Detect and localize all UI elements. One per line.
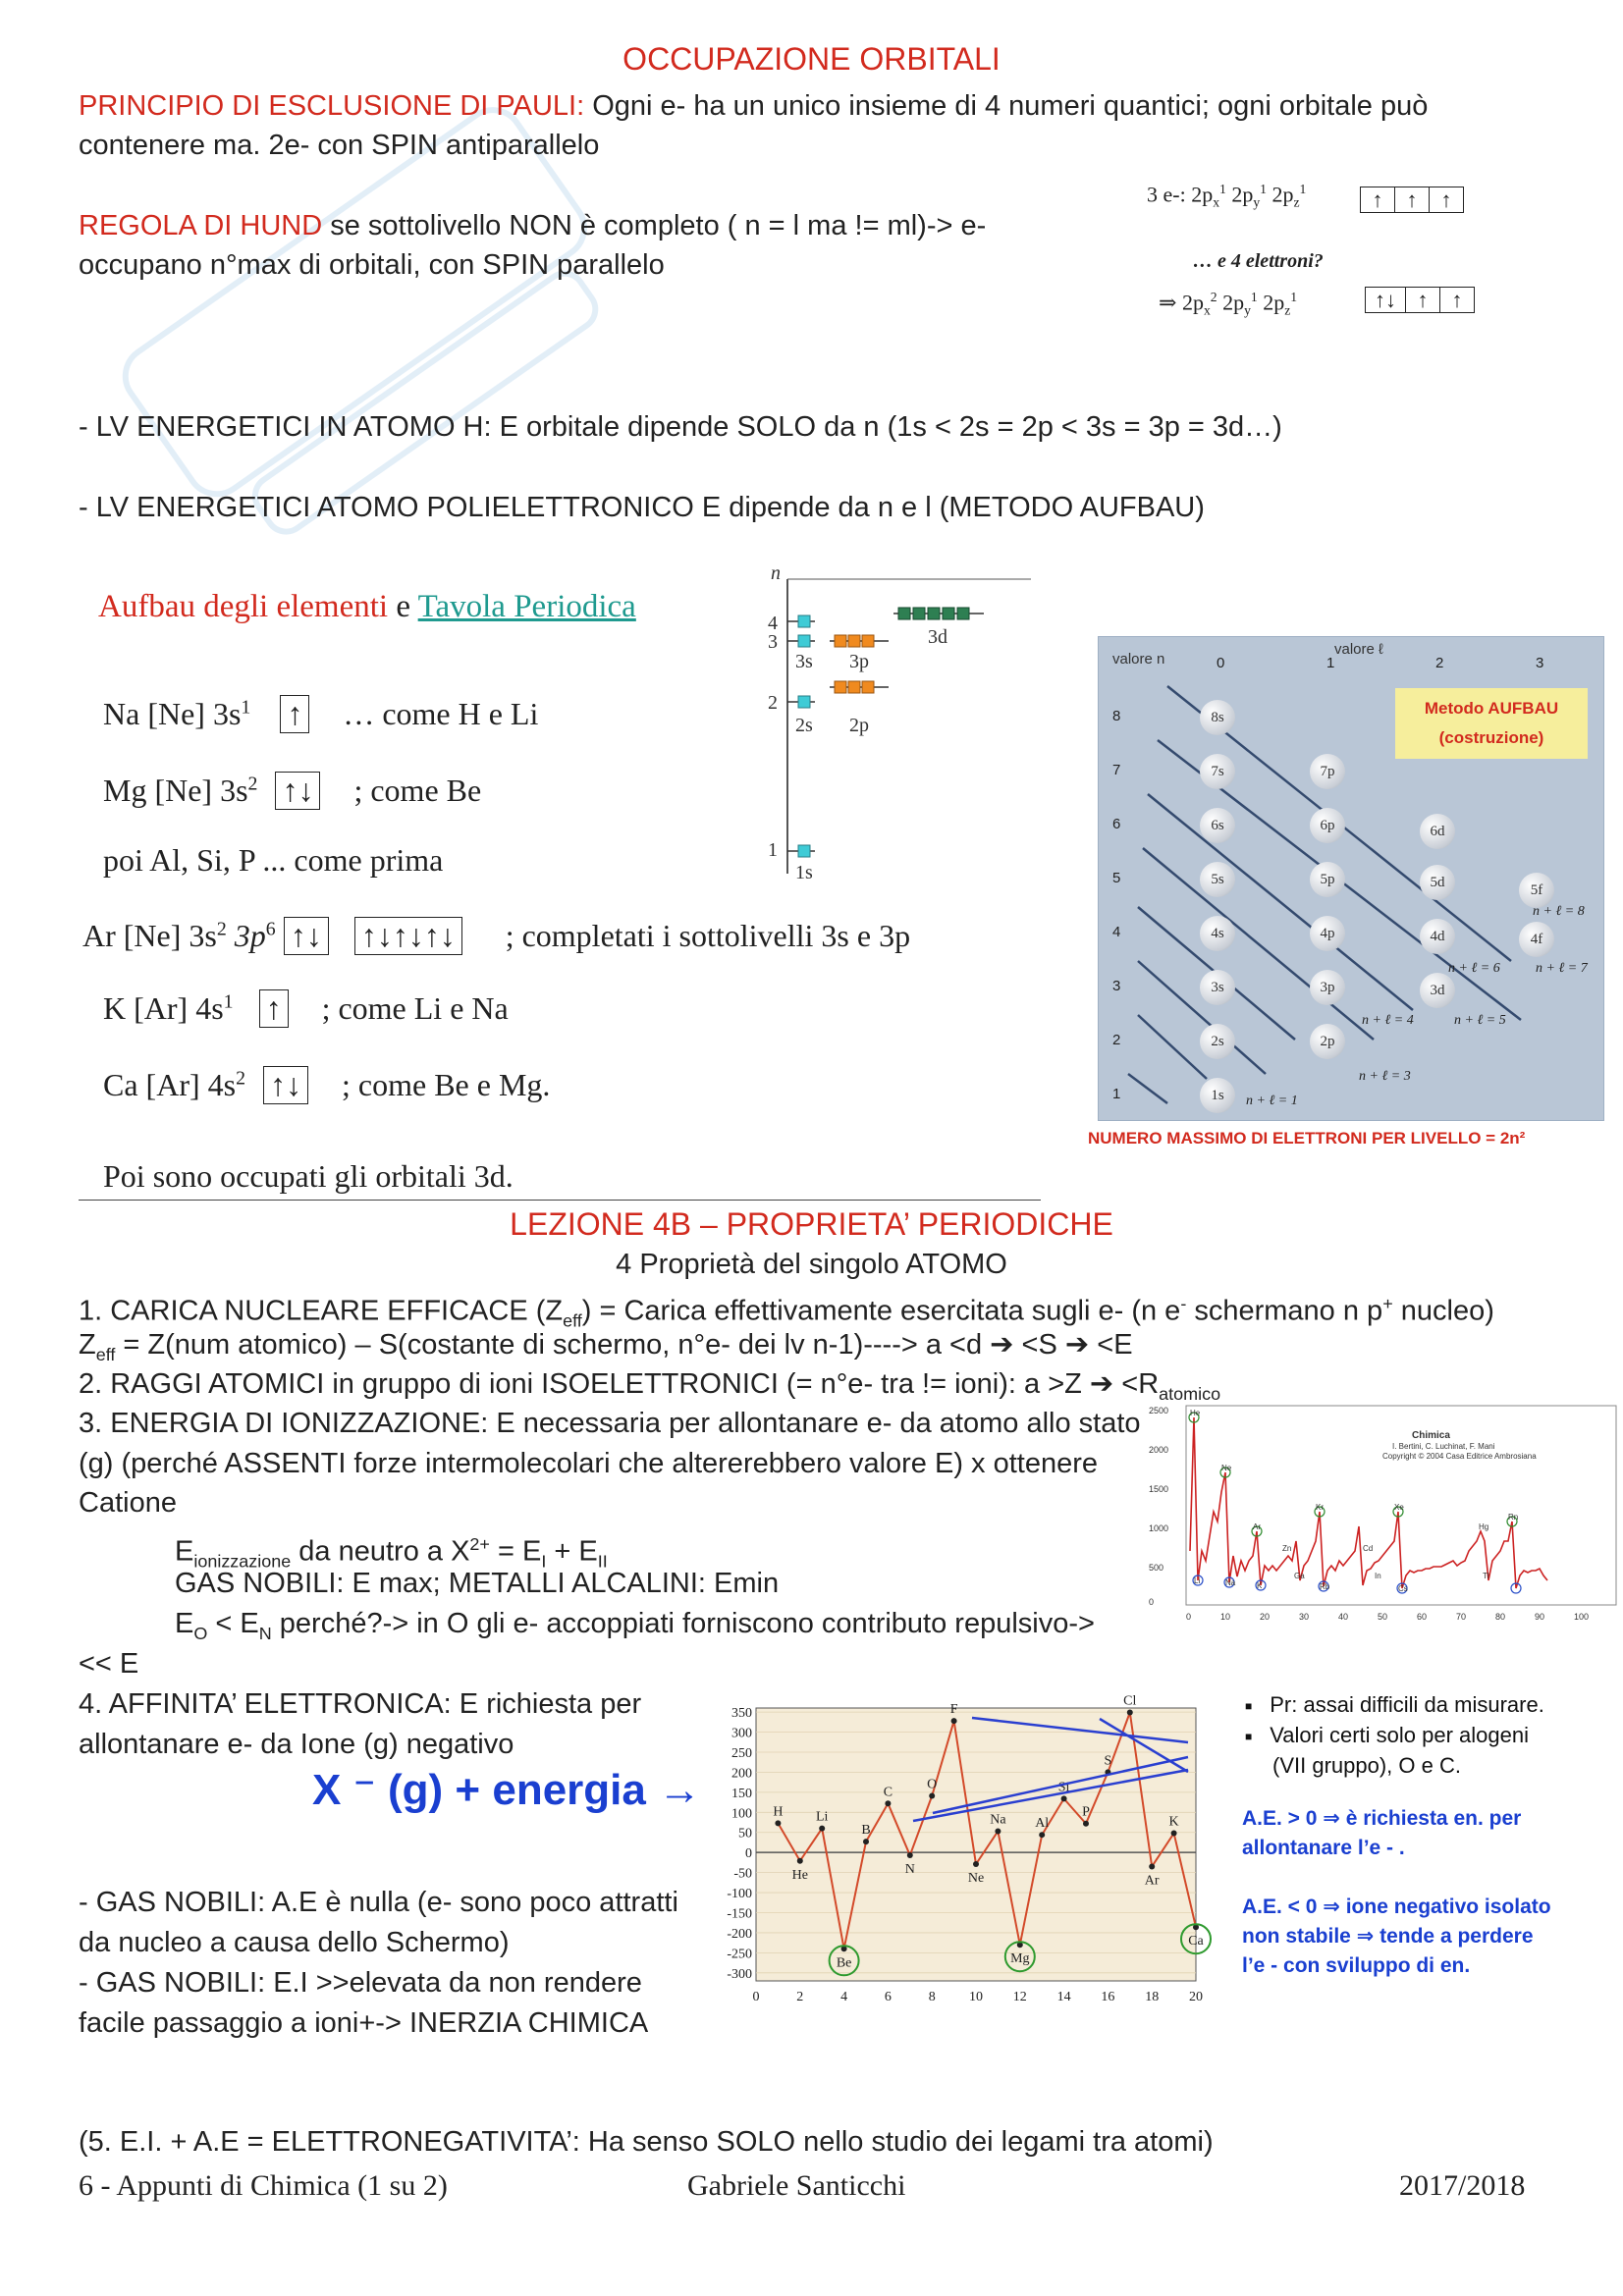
data-point xyxy=(863,1839,869,1844)
rule-8: n + ℓ = 8 xyxy=(1533,904,1585,919)
orbital-box: ↑ xyxy=(1406,287,1440,313)
mg-sup: 2 xyxy=(247,773,258,795)
axis-n-label: n xyxy=(771,562,781,584)
orbital-4s: 4s xyxy=(1200,916,1235,951)
na-sup: 1 xyxy=(241,696,251,719)
prop-3e: GAS NOBILI: E max; METALLI ALCALINI: Emin xyxy=(175,1568,780,1599)
hund-paragraph xyxy=(79,206,1060,245)
row-6: 6 xyxy=(1112,816,1121,832)
p3d-sub: ionizzazione xyxy=(193,1551,292,1572)
svg-text:500: 500 xyxy=(1149,1563,1164,1573)
orbital-box: ↑ xyxy=(1440,287,1475,313)
mg-box: ↑↓ xyxy=(275,772,320,810)
p3d-3: = E xyxy=(489,1535,542,1568)
data-point xyxy=(819,1826,825,1832)
orbital-2s: 2s xyxy=(1200,1024,1235,1059)
label-3s: 3s xyxy=(795,651,813,672)
data-point xyxy=(995,1829,1001,1835)
svg-text:70: 70 xyxy=(1456,1612,1467,1622)
row-7: 7 xyxy=(1112,762,1121,778)
p2-sub: atomico xyxy=(1159,1383,1221,1404)
element-label: Si xyxy=(1057,1780,1070,1795)
p1-sup: - xyxy=(1180,1294,1187,1313)
ca-tail: ; come Be e Mg. xyxy=(342,1067,551,1102)
y-tick-label: -300 xyxy=(727,1966,752,1982)
x-tick-label: 6 xyxy=(884,1990,892,2004)
gas2-b: facile passaggio a ioni+-> INERZIA CHIMICA xyxy=(79,2007,649,2039)
ae-equation: X ⁻ (g) + energia → xyxy=(312,1766,702,1814)
element-label: Li xyxy=(815,1809,829,1825)
hund-boxes-4 xyxy=(1365,287,1475,313)
arrow-icon: ➔ xyxy=(1064,1329,1090,1361)
data-point xyxy=(907,1852,913,1858)
data-point xyxy=(1061,1795,1067,1801)
label-2s: 2s xyxy=(795,715,813,736)
data-point xyxy=(929,1793,935,1799)
section2-title: LEZIONE 4B – PROPRIETA’ PERIODICHE xyxy=(510,1206,1113,1242)
footer-left: 6 - Appunti di Chimica (1 su 2) xyxy=(79,2169,448,2202)
prop-4a: 4. AFFINITA’ ELETTRONICA: E richiesta per xyxy=(79,1688,642,1720)
arrow-icon: ➔ xyxy=(1089,1368,1114,1400)
pauli-text-2: contenere ma. 2e- con SPIN antiparallelo xyxy=(79,130,600,161)
element-label: K xyxy=(1168,1814,1179,1830)
page-title: OCCUPAZIONE ORBITALI xyxy=(622,41,1001,77)
ie-label-tl: Tl xyxy=(1483,1572,1489,1580)
hund-question: … e 4 elettroni? xyxy=(1193,250,1324,272)
divider xyxy=(79,1200,1041,1201)
gas1-a: - GAS NOBILI: A.E è nulla (e- sono poco attratti xyxy=(79,1887,678,1918)
orbital-5s: 5s xyxy=(1200,862,1235,897)
footer-center: Gabriele Santicchi xyxy=(687,2169,906,2202)
orbital-box: ↑ xyxy=(1395,187,1430,213)
svg-text:1000: 1000 xyxy=(1149,1523,1169,1533)
svg-text:80: 80 xyxy=(1495,1612,1506,1622)
element-label: Mg xyxy=(1010,1951,1030,1967)
zeff-d: <E xyxy=(1089,1329,1133,1361)
electron-affinity-chart xyxy=(717,1693,1208,2007)
hund-figure-3e: 3 e-: $2p_x^1$ $2p_y^1$ $2p_z^1$ xyxy=(1147,182,1307,210)
x-tick-label: 0 xyxy=(752,1990,760,2004)
metodo-title-box xyxy=(1395,688,1588,759)
ie-label-in: In xyxy=(1375,1572,1381,1580)
orbital-6p: 6p xyxy=(1310,808,1345,843)
ie-label-kr: Kr xyxy=(1316,1503,1324,1512)
valore-n-label: valore n xyxy=(1112,651,1165,667)
y-tick-label: 350 xyxy=(731,1706,752,1722)
orbital-3s xyxy=(798,635,810,647)
metodo-aufbau-panel xyxy=(1098,636,1604,1121)
x-tick-label: 2 xyxy=(796,1990,804,2004)
rule-1: n + ℓ = 1 xyxy=(1246,1094,1298,1108)
element-label: He xyxy=(791,1867,808,1883)
ae-notes-bullets xyxy=(1245,1690,1544,1781)
orbital-7p: 7p xyxy=(1310,754,1345,789)
ae-neg-1: A.E. < 0 ⇒ ione negativo isolato xyxy=(1242,1896,1551,1918)
aufbau-title xyxy=(98,589,636,625)
ie-label-cd: Cd xyxy=(1363,1544,1374,1553)
y-tick-label: 150 xyxy=(731,1786,752,1801)
data-point xyxy=(885,1800,891,1806)
ae-bullet-2b: (VII gruppo), O e C. xyxy=(1272,1753,1461,1779)
orbital-4p: 4p xyxy=(1310,916,1345,951)
svg-text:30: 30 xyxy=(1299,1612,1310,1622)
ie-label-cs: Cs xyxy=(1398,1584,1408,1593)
level-2-label: 2 xyxy=(768,692,778,714)
orbital-7s: 7s xyxy=(1200,754,1235,789)
orbital-3d: 3d xyxy=(1420,973,1455,1008)
prop-3c: Catione xyxy=(79,1487,177,1519)
p1-a: 1. CARICA NUCLEARE EFFICACE (Z xyxy=(79,1295,564,1327)
svg-text:2000: 2000 xyxy=(1149,1445,1169,1455)
orbital-box: ↑↓ xyxy=(1365,287,1406,313)
label-3p: 3p xyxy=(849,651,869,672)
element-label: P xyxy=(1082,1804,1090,1820)
label-2p: 2p xyxy=(849,715,869,736)
element-label: N xyxy=(904,1862,915,1878)
aufbau-ca-line xyxy=(103,1066,550,1104)
ae-positive-note xyxy=(1242,1804,1521,1863)
pauli-paragraph xyxy=(79,86,1551,126)
rule-3: n + ℓ = 3 xyxy=(1359,1069,1411,1084)
ae-pos-2: allontanare l’e - . xyxy=(1242,1837,1405,1859)
orbital-box: ↑ xyxy=(1360,187,1395,213)
hund-3e-label: 3 e-: xyxy=(1147,182,1192,207)
data-point xyxy=(973,1861,979,1867)
k-config: K [Ar] 4s xyxy=(103,990,224,1026)
p3d-1: E xyxy=(175,1535,194,1568)
y-tick-label: 0 xyxy=(745,1846,752,1862)
valore-l-label: valore ℓ xyxy=(1334,641,1383,658)
element-label: O xyxy=(927,1777,938,1792)
p3f-sub2: N xyxy=(258,1623,272,1643)
prop-4b: allontanare e- da Ione (g) negativo xyxy=(79,1729,514,1760)
row-2: 2 xyxy=(1112,1032,1121,1048)
col-2: 2 xyxy=(1435,655,1444,671)
y-tick-label: -100 xyxy=(727,1887,752,1902)
element-label: Ca xyxy=(1188,1934,1204,1949)
ar-tail: ; completati i sottolivelli 3s e 3p xyxy=(505,918,911,953)
na-config: Na [Ne] 3s xyxy=(103,696,242,731)
ae-bullet-1: Pr: assai difficili da misurare. xyxy=(1270,1692,1544,1717)
ie-label-hg: Hg xyxy=(1479,1522,1489,1531)
x-tick-label: 18 xyxy=(1145,1990,1160,2004)
orbital-5f: 5f xyxy=(1519,873,1554,908)
ie-label-rb: Rb xyxy=(1320,1582,1330,1591)
orbital-6s: 6s xyxy=(1200,808,1235,843)
ie-chart-credits: I. Bertini, C. Luchinat, F. Mani xyxy=(1392,1442,1495,1451)
hund-label: REGOLA DI HUND xyxy=(79,210,323,241)
ae-bullet-2: Valori certi solo per alogeni xyxy=(1270,1723,1529,1748)
y-tick-label: -200 xyxy=(727,1926,752,1942)
x-tick-label: 4 xyxy=(840,1990,848,2004)
row-1: 1 xyxy=(1112,1086,1121,1102)
svg-text:0: 0 xyxy=(1149,1597,1155,1607)
rule-7: n + ℓ = 7 xyxy=(1536,961,1588,976)
prop-3b: (g) (perché ASSENTI forze intermolecolari che altererebbero valore E) x ottenere xyxy=(79,1448,1099,1479)
p1-b: ) = Carica effettivamente esercitata sugli e- (n e xyxy=(581,1295,1181,1327)
ca-config: Ca [Ar] 4s xyxy=(103,1067,237,1102)
na-box: ↑ xyxy=(280,695,309,733)
col-3: 3 xyxy=(1536,655,1544,671)
orbital-1s xyxy=(798,845,810,857)
section2-subtitle: 4 Proprietà del singolo ATOMO xyxy=(616,1249,1007,1280)
rule-5: n + ℓ = 5 xyxy=(1454,1013,1506,1028)
svg-text:2500: 2500 xyxy=(1149,1406,1169,1415)
aufbau-ar-line xyxy=(82,917,910,955)
hund-figure-4e: ⇒ $2p_x^2$ $2p_y^1$ $2p_z^1$ xyxy=(1159,290,1298,318)
row-8: 8 xyxy=(1112,708,1121,724)
svg-text:40: 40 xyxy=(1338,1612,1349,1622)
zeff-c: <S xyxy=(1013,1329,1065,1361)
element-label: Na xyxy=(990,1812,1006,1828)
ae-pos-1: A.E. > 0 ⇒ è richiesta en. per xyxy=(1242,1807,1522,1830)
orbital-1s: 1s xyxy=(1200,1078,1235,1113)
ar-box-3p: ↑↓↑↓↑↓ xyxy=(354,917,462,955)
ie-label-ne: Ne xyxy=(1221,1464,1232,1472)
p3d-sub2: I xyxy=(541,1551,547,1572)
bullet-icon: ■ xyxy=(1245,1699,1253,1714)
y-tick-label: 50 xyxy=(738,1826,752,1842)
row-4: 4 xyxy=(1112,924,1121,940)
x-tick-label: 8 xyxy=(928,1990,936,2004)
orbital-2p: 2p xyxy=(1310,1024,1345,1059)
gas1-b: da nucleo a causa dello Schermo) xyxy=(79,1927,510,1958)
orbital-6d: 6d xyxy=(1420,814,1455,849)
prop-3a: 3. ENERGIA DI IONIZZAZIONE: E necessaria per allontanare e- da atomo allo stato xyxy=(79,1408,1141,1439)
hund-text: se sottolivello NON è completo ( n = l ma != ml)-> e- xyxy=(322,210,987,241)
element-label: Cl xyxy=(1123,1693,1137,1709)
p3d-sup: 2+ xyxy=(469,1534,490,1554)
x-tick-label: 16 xyxy=(1101,1990,1115,2004)
metodo-title: Metodo AUFBAU xyxy=(1424,699,1559,718)
footer-right: 2017/2018 xyxy=(1399,2169,1526,2202)
data-point xyxy=(1083,1821,1089,1827)
svg-text:50: 50 xyxy=(1378,1612,1388,1622)
level-3-label: 3 xyxy=(768,631,778,653)
y-tick-label: 300 xyxy=(731,1726,752,1741)
aufbau-k-line xyxy=(103,989,509,1028)
x-tick-label: 10 xyxy=(969,1990,983,2004)
metodo-footer: NUMERO MASSIMO DI ELETTRONI PER LIVELLO = 2n² xyxy=(1088,1129,1526,1148)
prop-3f xyxy=(175,1604,1095,1653)
ie-chart-copyright: Copyright © 2004 Casa Editrice Ambrosiana xyxy=(1382,1452,1537,1461)
element-label: C xyxy=(883,1785,893,1800)
p1-sub: eff xyxy=(563,1310,582,1331)
mg-tail: ; come Be xyxy=(353,773,482,808)
element-label: Al xyxy=(1035,1816,1050,1832)
metodo-subtitle: (costruzione) xyxy=(1438,728,1544,747)
p3f-3: perché?-> in O gli e- accoppiati forniscono contributo repulsivo-> xyxy=(271,1608,1095,1639)
aufbau-title-red: Aufbau degli elementi xyxy=(98,589,389,624)
orbital-8s: 8s xyxy=(1200,700,1235,735)
orbital-box: ↑ xyxy=(1430,187,1464,213)
zeff-sub: eff xyxy=(95,1344,116,1364)
svg-text:60: 60 xyxy=(1417,1612,1428,1622)
k-sup: 1 xyxy=(223,990,234,1013)
ie-label-xe: Xe xyxy=(1394,1503,1404,1512)
ie-chart-title: Chimica xyxy=(1412,1430,1450,1441)
zeff-b: = Z(num atomico) – S(costante di schermo, n°e- dei lv n-1)----> a <d xyxy=(115,1329,991,1361)
y-tick-label: -150 xyxy=(727,1906,752,1922)
rule-6: n + ℓ = 6 xyxy=(1448,961,1500,976)
aufbau-na-line xyxy=(103,695,538,733)
element-label: H xyxy=(773,1804,784,1820)
rule-4: n + ℓ = 4 xyxy=(1362,1013,1414,1028)
na-tail: … come H e Li xyxy=(343,696,539,731)
ie-label-ar: Ar xyxy=(1253,1522,1261,1531)
data-point xyxy=(1127,1709,1133,1715)
svg-text:10: 10 xyxy=(1220,1612,1231,1622)
data-point xyxy=(951,1718,957,1724)
label-3d: 3d xyxy=(928,626,947,648)
ie-label-he: He xyxy=(1190,1409,1201,1417)
orbital-3s: 3s xyxy=(1200,970,1235,1005)
ar-3p: 3p xyxy=(226,918,266,953)
x-tick-label: 20 xyxy=(1189,1990,1203,2004)
plot-area xyxy=(756,1708,1196,1981)
prop-3g: << E xyxy=(79,1648,139,1680)
element-label: B xyxy=(861,1823,871,1839)
col-0: 0 xyxy=(1217,655,1225,671)
ar-sup1: 2 xyxy=(216,918,227,940)
svg-text:20: 20 xyxy=(1260,1612,1271,1622)
ionization-energy-chart xyxy=(1147,1404,1620,1625)
zeff-a: Z xyxy=(79,1329,96,1361)
implies-arrow: ⇒ xyxy=(1159,290,1182,315)
p3d-2: da neutro a X xyxy=(291,1535,470,1568)
y-tick-label: 200 xyxy=(731,1766,752,1782)
element-label: S xyxy=(1104,1753,1112,1769)
element-label: Be xyxy=(836,1955,852,1971)
hund-boxes-3 xyxy=(1360,187,1464,213)
ae-neg-2: non stabile ⇒ tende a perdere xyxy=(1242,1925,1534,1948)
orbital-5p: 5p xyxy=(1310,862,1345,897)
data-point xyxy=(775,1820,781,1826)
svg-text:90: 90 xyxy=(1535,1612,1545,1622)
row-3: 3 xyxy=(1112,978,1121,994)
pauli-text: Ogni e- ha un unico insieme di 4 numeri quantici; ogni orbitale può xyxy=(584,90,1429,122)
y-tick-label: 100 xyxy=(731,1806,752,1822)
bullet-icon: ■ xyxy=(1245,1730,1253,1744)
ae-neg-3: l’e - con sviluppo di en. xyxy=(1242,1954,1471,1977)
aufbau-poi-3d: Poi sono occupati gli orbitali 3d. xyxy=(103,1158,514,1194)
ie-label-rn: Rn xyxy=(1508,1513,1519,1522)
orbital-4s xyxy=(798,615,810,627)
y-tick-label: -50 xyxy=(733,1866,752,1882)
arrow-icon: ➔ xyxy=(990,1329,1014,1361)
y-tick-label: 250 xyxy=(731,1745,752,1761)
ca-box: ↑↓ xyxy=(263,1066,308,1104)
lv-poly-text: - LV ENERGETICI ATOMO POLIELETTRONICO E dipende da n e l (METODO AUFBAU) xyxy=(79,492,1205,523)
gas2-a: - GAS NOBILI: E.I >>elevata da non rendere xyxy=(79,1967,642,1999)
col-1: 1 xyxy=(1326,655,1335,671)
p3f-sub: O xyxy=(193,1623,208,1643)
x-tick-label: 14 xyxy=(1056,1990,1071,2004)
p1-d: nucleo) xyxy=(1392,1295,1494,1327)
mg-config: Mg [Ne] 3s xyxy=(103,773,248,808)
orbital-3p: 3p xyxy=(1310,970,1345,1005)
row-5: 5 xyxy=(1112,870,1121,886)
svg-text:0: 0 xyxy=(1186,1612,1192,1622)
ie-label-k: K xyxy=(1257,1581,1263,1590)
prop-5: (5. E.I. + A.E = ELETTRONEGATIVITA’: Ha senso SOLO nello studio dei legami tra atomi) xyxy=(79,2126,1214,2158)
element-label: Ar xyxy=(1144,1873,1160,1889)
ar-box-3s: ↑↓ xyxy=(284,917,329,955)
data-point xyxy=(1171,1831,1177,1837)
level-4-label: 4 xyxy=(768,613,778,634)
svg-text:100: 100 xyxy=(1574,1612,1590,1622)
k-box: ↑ xyxy=(259,989,289,1028)
pauli-label: PRINCIPIO DI ESCLUSIONE DI PAULI: xyxy=(79,90,585,122)
p3f-2: < E xyxy=(207,1608,259,1639)
element-label: F xyxy=(949,1702,958,1718)
orbital-2s xyxy=(798,696,810,708)
p2-b: <R xyxy=(1113,1368,1160,1400)
energy-level-diagram xyxy=(756,560,1041,883)
p3f-1: E xyxy=(175,1608,194,1639)
orbital-4f: 4f xyxy=(1519,922,1554,957)
p2-a: 2. RAGGI ATOMICI in gruppo di ioni ISOELETTRONICI (= n°e- tra != ioni): a >Z xyxy=(79,1368,1090,1400)
p3d-4: + E xyxy=(546,1535,598,1568)
p1-sup2: + xyxy=(1382,1294,1393,1313)
label-1s: 1s xyxy=(795,862,813,883)
hund-text-2: occupano n°max di orbitali, con SPIN parallelo xyxy=(79,249,665,281)
svg-text:1500: 1500 xyxy=(1149,1484,1169,1494)
level-1-label: 1 xyxy=(768,839,778,861)
ie-label-zn: Zn xyxy=(1282,1544,1292,1553)
aufbau-mg-line xyxy=(103,772,481,810)
data-point xyxy=(797,1858,803,1864)
x-tick-label: 12 xyxy=(1012,1990,1027,2004)
k-tail: ; come Li e Na xyxy=(321,990,509,1026)
ar-config: Ar [Ne] 3s xyxy=(82,918,217,953)
data-point xyxy=(1039,1832,1045,1838)
aufbau-poi: poi Al, Si, P ... come prima xyxy=(103,842,444,878)
p3d-sub3: II xyxy=(597,1551,608,1572)
element-label: Ne xyxy=(967,1871,985,1887)
data-point xyxy=(1149,1863,1155,1869)
lv-h-text: - LV ENERGETICI IN ATOMO H: E orbitale dipende SOLO da n (1s < 2s = 2p < 3s = 3p = 3d…) xyxy=(79,411,1282,443)
ie-label-ga: Ga xyxy=(1294,1572,1305,1580)
orbital-5d: 5d xyxy=(1420,865,1455,900)
ie-label-na: Na xyxy=(1225,1578,1236,1587)
y-tick-label: -250 xyxy=(727,1947,752,1962)
aufbau-title-teal: Tavola Periodica xyxy=(417,589,636,624)
ar-sup2: 6 xyxy=(265,918,276,940)
ie-label-li: Li xyxy=(1194,1576,1201,1585)
p1-c: schermano n p xyxy=(1186,1295,1383,1327)
aufbau-title-e: e xyxy=(388,589,418,624)
ae-negative-note xyxy=(1242,1893,1551,1981)
ca-sup: 2 xyxy=(236,1067,245,1090)
orbital-4d: 4d xyxy=(1420,919,1455,954)
